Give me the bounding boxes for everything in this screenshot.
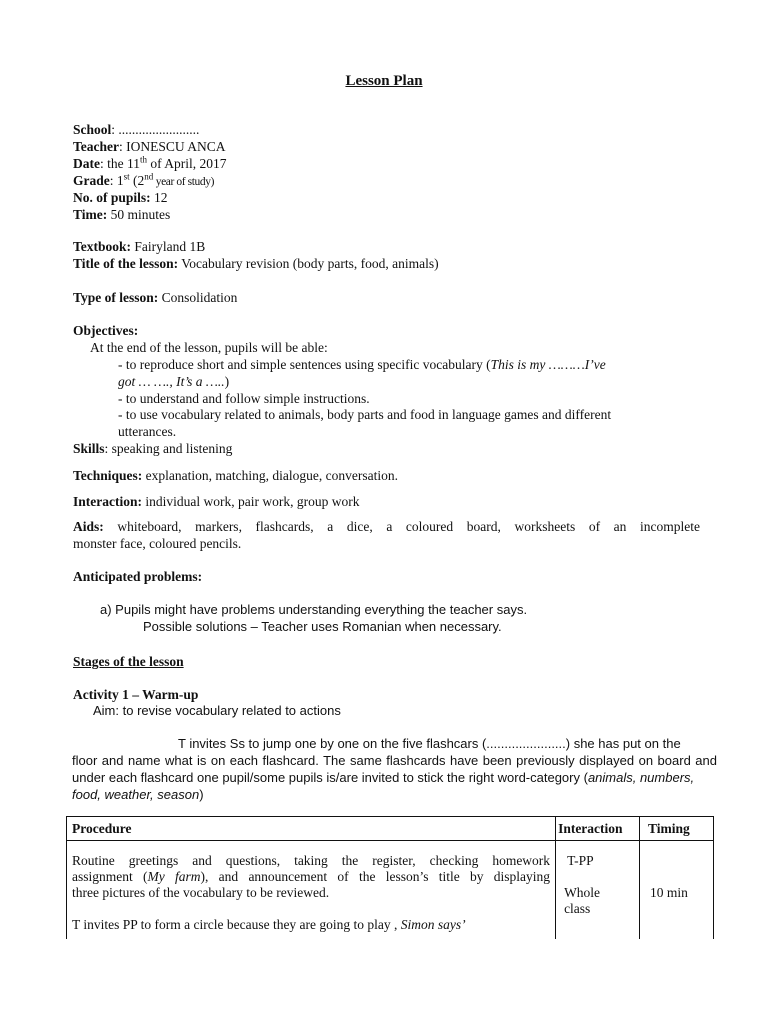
procedure-cell (67, 847, 556, 939)
objectives-label: Objectives: (73, 323, 139, 338)
techniques-value: explanation, matching, dialogue, conversation. (142, 468, 398, 483)
skills-value: : speaking and listening (104, 441, 233, 456)
activity-1-para-line3-italic: animals, numbers, (587, 770, 695, 785)
activity-1-para-line3-text: under each flashcard one pupil/some pupils is/are invited to stick the right word-category ( (72, 770, 588, 785)
interaction-value-3: class (564, 901, 591, 916)
procedure-line-2-italic: My farm (147, 869, 201, 884)
school-label: School (73, 122, 112, 137)
objectives-intro: At the end of the lesson, pupils will be able: (90, 340, 328, 355)
grade-value-mid: (2 (129, 173, 145, 188)
objective-3-line2: utterances. (118, 424, 177, 439)
page-title: Lesson Plan (345, 73, 423, 89)
pupils-line (73, 190, 168, 206)
procedure-line-2-pre: assignment ( (72, 869, 148, 884)
teacher-line (73, 139, 226, 155)
table-header-row (67, 816, 714, 847)
anticipated-problems-label: Anticipated problems: (73, 569, 203, 584)
activity-1-para-line3 (72, 770, 694, 786)
procedure-line-4-pre: T invites PP to form a circle because they are going to play , (72, 917, 401, 932)
procedure-line-2 (72, 869, 550, 885)
activity-1-para-line4-italic: food, weather, season (72, 787, 200, 802)
stages-label: Stages of the lesson (73, 654, 184, 669)
aids-line1 (73, 519, 700, 535)
procedure-line-4-italic: Simon says’ (400, 917, 466, 932)
date-label: Date (73, 156, 100, 171)
objective-2: - to understand and follow simple instructions. (118, 391, 370, 406)
table-header-divider (66, 840, 714, 841)
procedure-line-3: three pictures of the vocabulary to be reviewed. (72, 885, 330, 900)
objective-1-end: ) (224, 374, 230, 389)
pupils-value: 12 (150, 190, 168, 205)
school-line (73, 122, 199, 138)
teacher-label: Teacher (73, 139, 119, 154)
skills-line (73, 441, 232, 457)
objective-3-line1: - to use vocabulary related to animals, body parts and food in language games and different (118, 407, 612, 422)
interaction-value-2: Whole (564, 885, 601, 900)
time-line (73, 207, 170, 223)
activity-1-para-line4 (72, 787, 204, 803)
skills-label: Skills (73, 441, 105, 456)
activity-1-para-line2: floor and name what is on each flashcard. The same flashcards have been previously displayed on board and (72, 753, 717, 768)
time-value: 50 minutes (107, 207, 171, 222)
grade-sup-2: nd (144, 171, 154, 182)
lesson-title-value: Vocabulary revision (body parts, food, animals) (178, 256, 439, 271)
procedure-line-4 (72, 917, 550, 933)
date-value-post: of April, 2017 (147, 156, 227, 171)
textbook-label: Textbook: (73, 239, 132, 254)
procedure-table (66, 816, 714, 939)
interaction-line (73, 494, 359, 510)
header-timing: Timing (640, 816, 714, 847)
activity-1-para-line4-end: ) (199, 787, 204, 802)
interaction-label: Interaction: (73, 494, 142, 509)
aids-line2: monster face, coloured pencils. (73, 536, 242, 551)
grade-label: Grade (73, 173, 110, 188)
grade-value-pre: : 1 (109, 173, 124, 188)
timing-cell (640, 847, 714, 939)
objective-1-text: - to reproduce short and simple sentences using specific vocabulary ( (118, 357, 491, 372)
header-interaction: Interaction (556, 816, 640, 847)
techniques-label: Techniques: (73, 468, 143, 483)
procedure-line-1: Routine greetings and questions, taking the register, checking homework (72, 853, 551, 868)
aids-label: Aids: (73, 519, 104, 534)
objective-1-italic-cont: got … …., It’s a ….. (118, 374, 225, 389)
textbook-line (73, 239, 205, 255)
interaction-value: individual work, pair work, group work (141, 494, 360, 509)
grade-line (73, 173, 214, 190)
interaction-value-1: T-PP (567, 853, 594, 868)
problem-solution: Possible solutions – Teacher uses Romanian when necessary. (143, 619, 502, 634)
activity-1-title: Activity 1 – Warm-up (73, 687, 199, 702)
lesson-title-label: Title of the lesson: (73, 256, 179, 271)
school-value: : ........................ (111, 122, 200, 137)
type-label: Type of lesson: (73, 290, 159, 305)
time-label: Time: (73, 207, 108, 222)
grade-value-post: year of study) (153, 176, 215, 188)
date-value-pre: : the 11 (100, 156, 140, 171)
table-row (67, 847, 714, 939)
header-procedure: Procedure (67, 816, 556, 847)
textbook-value: Fairyland 1B (131, 239, 206, 254)
timing-value: 10 min (650, 885, 688, 900)
objective-1-line1 (118, 357, 606, 373)
problem-a: a) Pupils might have problems understanding everything the teacher says. (100, 602, 528, 617)
grade-sup-1: st (123, 171, 130, 182)
lesson-title-line (73, 256, 439, 272)
teacher-value: : IONESCU ANCA (119, 139, 226, 154)
aids-value-1: whiteboard, markers, flashcards, a dice, a coloured board, worksheets of an incomplete (103, 519, 700, 534)
pupils-label: No. of pupils: (73, 190, 151, 205)
objective-1-italic: This is my ………I’ve (490, 357, 606, 372)
techniques-line (73, 468, 398, 484)
activity-1-aim: Aim: to revise vocabulary related to actions (93, 703, 341, 718)
objective-1-line2 (118, 374, 229, 390)
procedure-line-2-post: ), and announcement of the lesson’s title by displaying (200, 869, 551, 884)
date-line (73, 156, 227, 172)
type-value: Consolidation (158, 290, 238, 305)
activity-1-para-line1: T invites Ss to jump one by one on the five flashcars (......................) she has put on the (178, 736, 681, 751)
type-line (73, 290, 237, 306)
interaction-cell (556, 847, 640, 939)
table-top-border (66, 816, 714, 817)
date-sup: th (140, 154, 148, 165)
